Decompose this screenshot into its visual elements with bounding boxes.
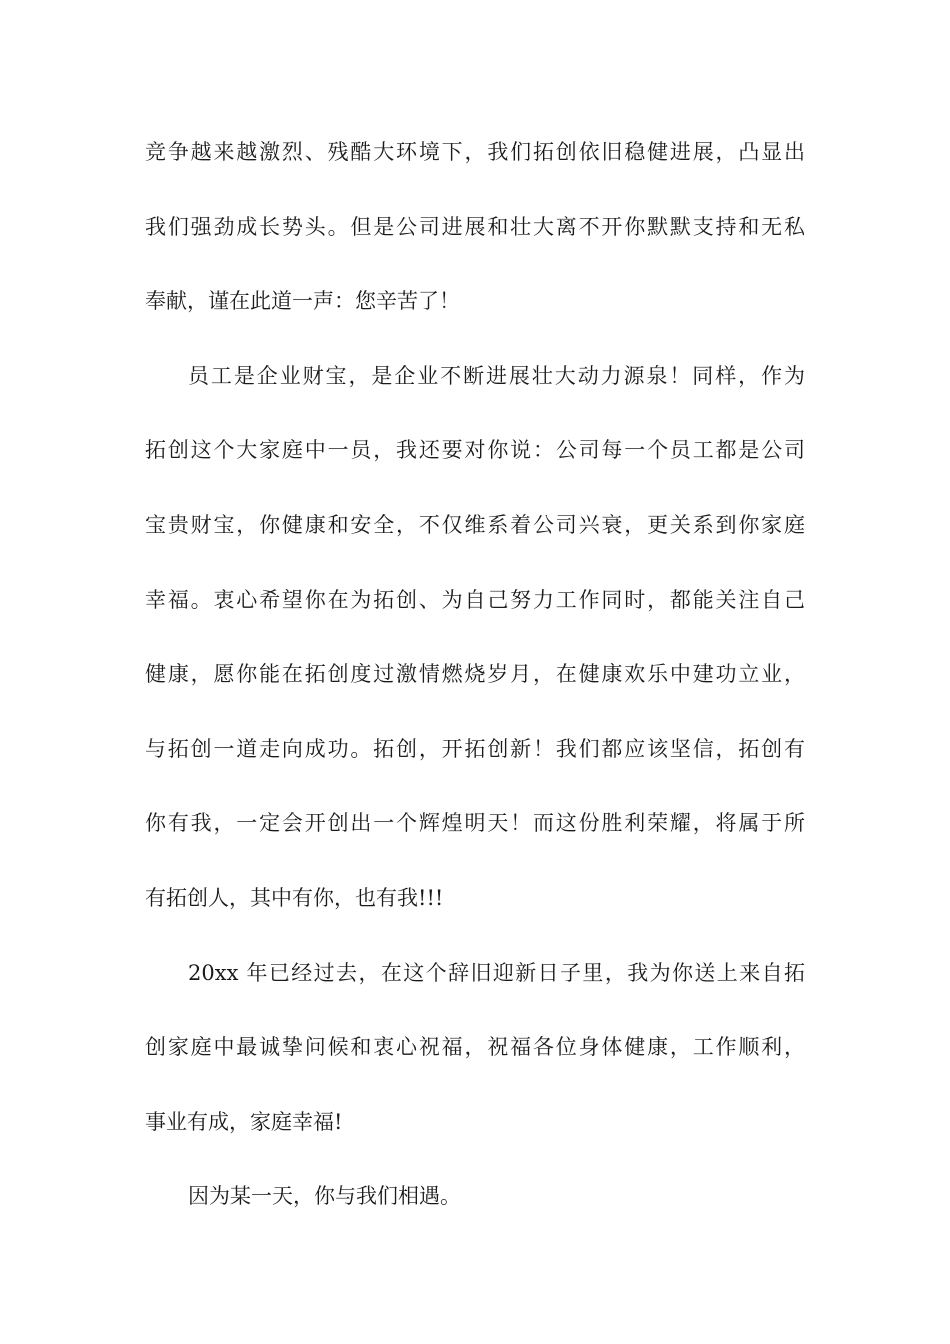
paragraph-2 [145,352,805,949]
text-line: 事业有成，家庭幸福! [145,1109,343,1134]
text-line: 我们强劲成长势头。但是公司进展和壮大离不开你默默支持和无私 [145,214,805,239]
text-line: 你有我，一定会开创出一个辉煌明天！而这份胜利荣耀，将属于所 [145,811,805,836]
paragraph-4 [145,1172,805,1247]
text-line: 幸福。衷心希望你在为拓创、为自己努力工作同时，都能关注自己 [145,587,805,612]
paragraph-1 [145,128,805,352]
text-line: 宝贵财宝，你健康和安全，不仅维系着公司兴衰，更关系到你家庭 [145,512,805,537]
paragraph-3 [145,949,805,1173]
text-line: 健康，愿你能在拓创度过激情燃烧岁月，在健康欢乐中建功立业， [145,662,805,687]
text-line: 因为某一天，你与我们相遇。 [188,1184,461,1209]
document-body [145,128,805,1247]
text-line: 拓创这个大家庭中一员，我还要对你说：公司每一个员工都是公司 [145,438,805,463]
text-line: 创家庭中最诚挚问候和衷心祝福，祝福各位身体健康，工作顺利， [145,1035,805,1060]
text-line: 竞争越来越激烈、残酷大环境下，我们拓创依旧稳健进展，凸显出 [145,140,805,164]
text-line: 奉献，谨在此道一声：您辛苦了！ [145,289,460,314]
text-line: 有拓创人，其中有你，也有我!!! [145,885,444,910]
text-line: 员工是企业财宝，是企业不断进展壮大动力源泉！同样，作为 [188,363,805,388]
text-line: 20xx 年已经过去，在这个辞旧迎新日子里，我为你送上来自拓 [188,960,805,985]
text-line: 与拓创一道走向成功。拓创，开拓创新！我们都应该坚信，拓创有 [145,736,805,761]
